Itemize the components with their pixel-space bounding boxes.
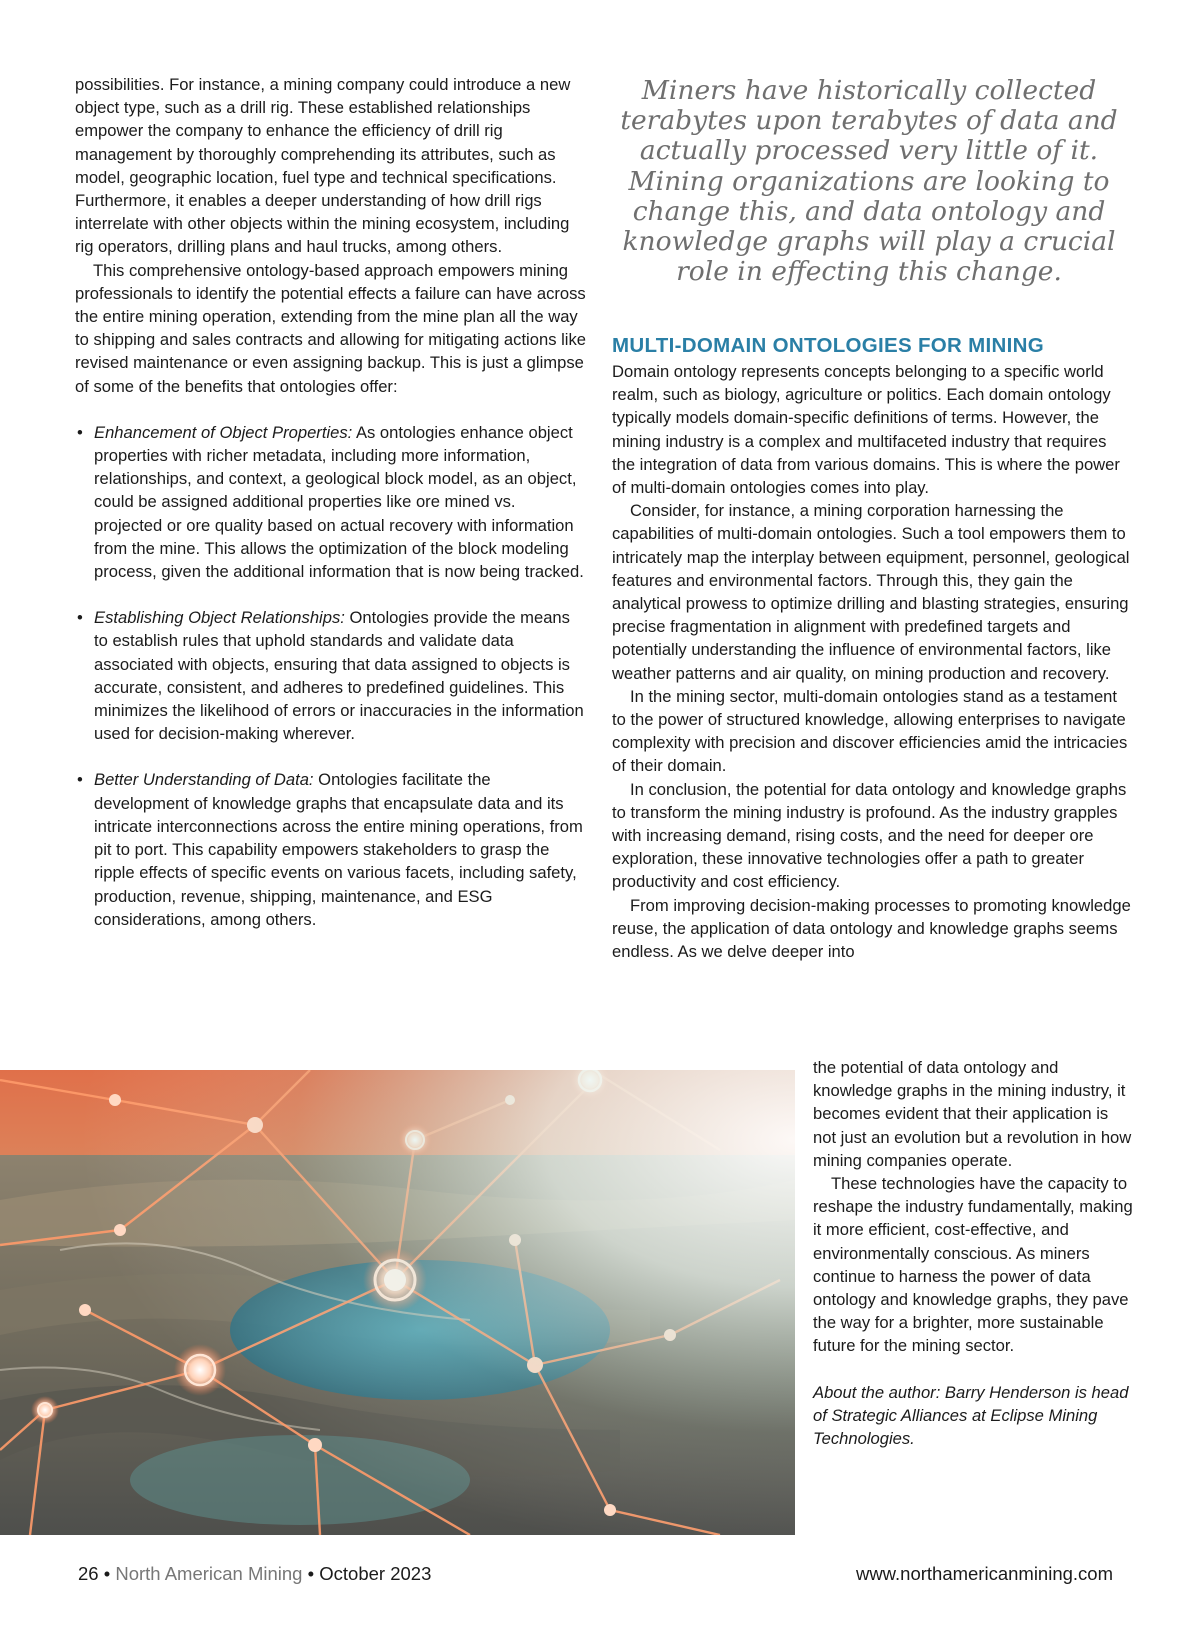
bullet-text: As ontologies enhance object properties with richer metadata, including more information, relationships, and context, a geological block model, as an object, could be assigned additional properties like ore mined vs. projected or ore quality based on actual recovery with information from the mine. This allows the optimization of the block modeling process, given the additional information that is now being tracked. [94, 422, 584, 582]
page-number: 26 [78, 1563, 99, 1584]
issue-date: October 2023 [319, 1563, 432, 1584]
bullet-item [75, 606, 587, 745]
body-paragraph: Consider, for instance, a mining corporation harnessing the capabilities of multi-domain ontologies. Such a tool empowers them to intricately map the interplay between equipment, personnel, geological features and environmental factors. Through this, they gain the analytical prowess to optimize drilling and blasting strategies, ensuring precise fragmentation in alignment with predefined targets and potentially understanding the influence of environmental factors, like weather patterns and air quality, on mining production and recovery. [612, 501, 1130, 683]
bullet-term: Better Understanding of Data: [94, 770, 314, 790]
body-paragraph: In the mining sector, multi-domain ontologies stand as a testament to the power of structured knowledge, allowing enterprises to navigate complexity with precision and discover efficiencies amid the intricacies of their domain. [612, 686, 1128, 776]
body-paragraph: possibilities. For instance, a mining company could introduce a new object type, such as a drill rig. These established relationships empower the company to enhance the efficiency of drill rig management by thoroughly comprehending its attributes, such as model, geographic location, fuel type and technical specifications. Furthermore, it enables a deeper understanding of how drill rigs interrelate with other objects within the mining ecosystem, including rig operators, drilling plans and haul trucks, among others. [75, 75, 571, 257]
author-note: About the author: Barry Henderson is head of Strategic Alliances at Eclipse Mining Technologies. [813, 1382, 1129, 1449]
footer-page-info [78, 1563, 431, 1585]
body-paragraph: the potential of data ontology and knowledge graphs in the mining industry, it becomes evident that their application is not just an evolution but a revolution in how mining companies operate. [813, 1058, 1132, 1170]
body-paragraph: Domain ontology represents concepts belonging to a specific world realm, such as biology, agriculture or politics. Each domain ontology typically models domain-specific definitions of terms. However, the mining industry is a complex and multifaceted industry that requires the integration of data from various domains. This is where the power of multi-domain ontologies comes into play. [612, 362, 1120, 498]
body-paragraph: In conclusion, the potential for data ontology and knowledge graphs to transform the mining industry is profound. As the industry grapples with increasing demand, rising costs, and the need for deeper ore exploration, these innovative technologies offer a path to greater productivity and cost efficiency. [612, 779, 1127, 892]
footer-website: www.northamericanmining.com [855, 1563, 1113, 1584]
pull-quote-text: Miners have historically collected terabytes upon terabytes of data and actually processed very little of it. Mining organizations are looking to change this, and data ontology and knowledge graphs will play a crucial role in effecting this change. [620, 75, 1118, 288]
body-paragraph: This comprehensive ontology-based approach empowers mining professionals to identify the potential effects a failure can have across the entire mining operation, extending from the mine plan all the way to shipping and sales contracts and allowing for mitigating actions like revised maintenance or even assigning backup. This is just a glimpse of some of the benefits that ontologies offer: [75, 260, 587, 396]
footer-separator: • [103, 1563, 111, 1584]
body-paragraph: From improving decision-making processes to promoting knowledge reuse, the application of data ontology and knowledge graphs seems endless. As we delve deeper into [612, 895, 1131, 962]
bullet-term: Establishing Object Relationships: [94, 608, 345, 628]
bullet-item [75, 768, 587, 930]
body-paragraph: These technologies have the capacity to reshape the industry fundamentally, making it more efficient, cost-effective, and environmentally conscious. As miners continue to harness the power of data ontology and knowledge graphs, they pave the way for a brighter, more sustainable future for the mining sector. [813, 1174, 1133, 1356]
mine-network-illustration [0, 1070, 795, 1535]
right-column-narrow [813, 1056, 1133, 1450]
bullet-item [75, 421, 587, 583]
footer-separator: • [307, 1563, 315, 1584]
bullet-term: Enhancement of Object Properties: [94, 422, 353, 442]
bullet-text: Ontologies provide the means to establish rules that uphold standards and validate data associated with objects, ensuring that data assigned to objects is accurate, consistent, and adheres to predefined guidelines. This minimizes the likelihood of errors or inaccuracies in the information used for decision-making wherever. [94, 608, 584, 744]
left-column [75, 73, 587, 931]
pull-quote [608, 76, 1130, 287]
section-heading: MULTI-DOMAIN ONTOLOGIES FOR MINING [612, 334, 1044, 357]
right-column [612, 360, 1132, 963]
publication-name: North American Mining [115, 1563, 303, 1584]
bullet-text: Ontologies facilitate the development of knowledge graphs that encapsulate data and its intricate interconnections across the entire mining operations, from pit to port. This capability empowers stakeholders to grasp the ripple effects of specific events on various facets, including safety, production, revenue, shipping, maintenance, and ESG considerations, among others. [94, 770, 583, 929]
mine-network-image [0, 1070, 795, 1535]
